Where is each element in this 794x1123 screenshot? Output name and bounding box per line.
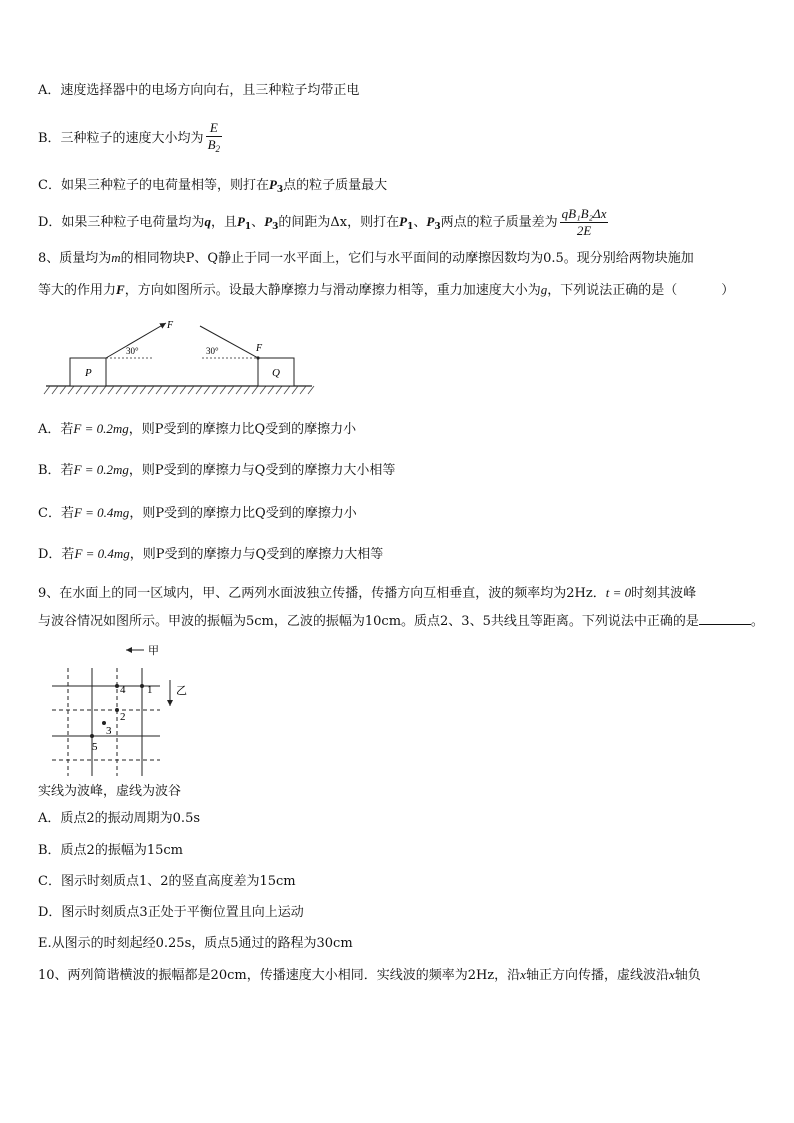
q8-stem-line2: 等大的作用力F，方向如图所示。设最大静摩擦力与滑动摩擦力相等，重力加速度大小为g，下列说法正确的是（ ） <box>38 282 735 298</box>
fraction: $\frac{E}{B_2}$ <box>207 120 221 154</box>
angle-p: 30° <box>126 346 139 356</box>
q9-option-d: D．图示时刻质点3正处于平衡位置且向上运动 <box>38 905 304 920</box>
q9-stem-line2: 与波谷情况如图所示。甲波的振幅为5cm，乙波的振幅为10cm。质点2、3、5共线且等距离。下列说法中正确的是 。 <box>38 614 764 629</box>
q7-option-a: A．速度选择器中的电场方向向右，且三种粒子均带正电 <box>38 83 360 98</box>
label-f2: F <box>256 343 263 354</box>
q8-option-b: B．若F = 0.2mg，则P受到的摩擦力与Q受到的摩擦力大小相等 <box>38 462 396 478</box>
trough-lines <box>52 668 160 776</box>
q7-option-d: D．如果三种粒子电荷量均为q，且$P_1$、$P_3$的间距为Δx，则打在$P_1$、$P_3$两点的粒子质量差为 $\frac{\text{qB₁B₂Δx}}{2E}$ <box>38 206 607 238</box>
q8-option-c: C．若F = 0.4mg，则P受到的摩擦力比Q受到的摩擦力小 <box>38 505 357 521</box>
point-1 <box>140 684 144 688</box>
q8-option-a: A．若F = 0.2mg，则P受到的摩擦力比Q受到的摩擦力小 <box>38 421 357 437</box>
q9-option-b: B．质点2的振幅为15cm <box>38 843 183 858</box>
q8-figure <box>40 318 320 396</box>
q7-option-c: C．如果三种粒子的电荷量相等，则打在$P_3$点的粒子质量最大 <box>38 177 388 195</box>
q8-stem-line1: 8、质量均为m的相同物块P、Q静止于同一水平面上，它们与水平面间的动摩擦因数均为0.5。现分别给两物块施加 <box>38 250 694 266</box>
q9-figure <box>48 640 198 778</box>
q9-option-c: C．图示时刻质点1、2的竖直高度差为15cm <box>38 874 296 889</box>
q9-option-a: A．质点2的振动周期为0.5s <box>38 811 201 826</box>
answer-blank[interactable] <box>699 612 751 625</box>
q9-figure-caption: 实线为波峰，虚线为波谷 <box>38 784 182 799</box>
ground-hatching <box>44 386 314 394</box>
label-jia: 甲 <box>148 645 159 657</box>
label-f1: F <box>167 320 174 331</box>
label-point-2: 2 <box>120 711 126 723</box>
label-point-5: 5 <box>92 741 98 753</box>
q7-option-b: B．三种粒子的速度大小均为 $\frac{E}{B_2}$ <box>38 120 764 158</box>
label-p: P <box>85 367 92 379</box>
q9-stem-line1: 9、在水面上的同一区域内，甲、乙两列水面波独立传播，传播方向互相垂直，波的频率均为2Hz．t = 0时刻其波峰 <box>38 585 697 601</box>
angle-q: 30° <box>206 346 219 356</box>
q10-stem-line1: 10、两列简谐横波的振幅都是20cm，传播速度大小相同．实线波的频率为2Hz，沿x轴正方向传播，虚线波沿x轴负 <box>38 967 701 983</box>
point-5 <box>90 734 94 738</box>
label-point-4: 4 <box>120 684 126 696</box>
label-q: Q <box>272 367 280 379</box>
point-2 <box>115 708 119 712</box>
label-yi: 乙 <box>176 685 187 697</box>
fraction: $\frac{\text{qB₁B₂Δx}}{2E}$ <box>561 206 607 238</box>
label-point-3: 3 <box>106 725 112 737</box>
label-point-1: 1 <box>147 684 153 696</box>
q9-option-e: E.从图示的时刻起经0.25s，质点5通过的路程为30cm <box>38 936 353 951</box>
q8-option-d: D．若F = 0.4mg，则P受到的摩擦力与Q受到的摩擦力大相等 <box>38 546 384 562</box>
point-4 <box>115 684 119 688</box>
